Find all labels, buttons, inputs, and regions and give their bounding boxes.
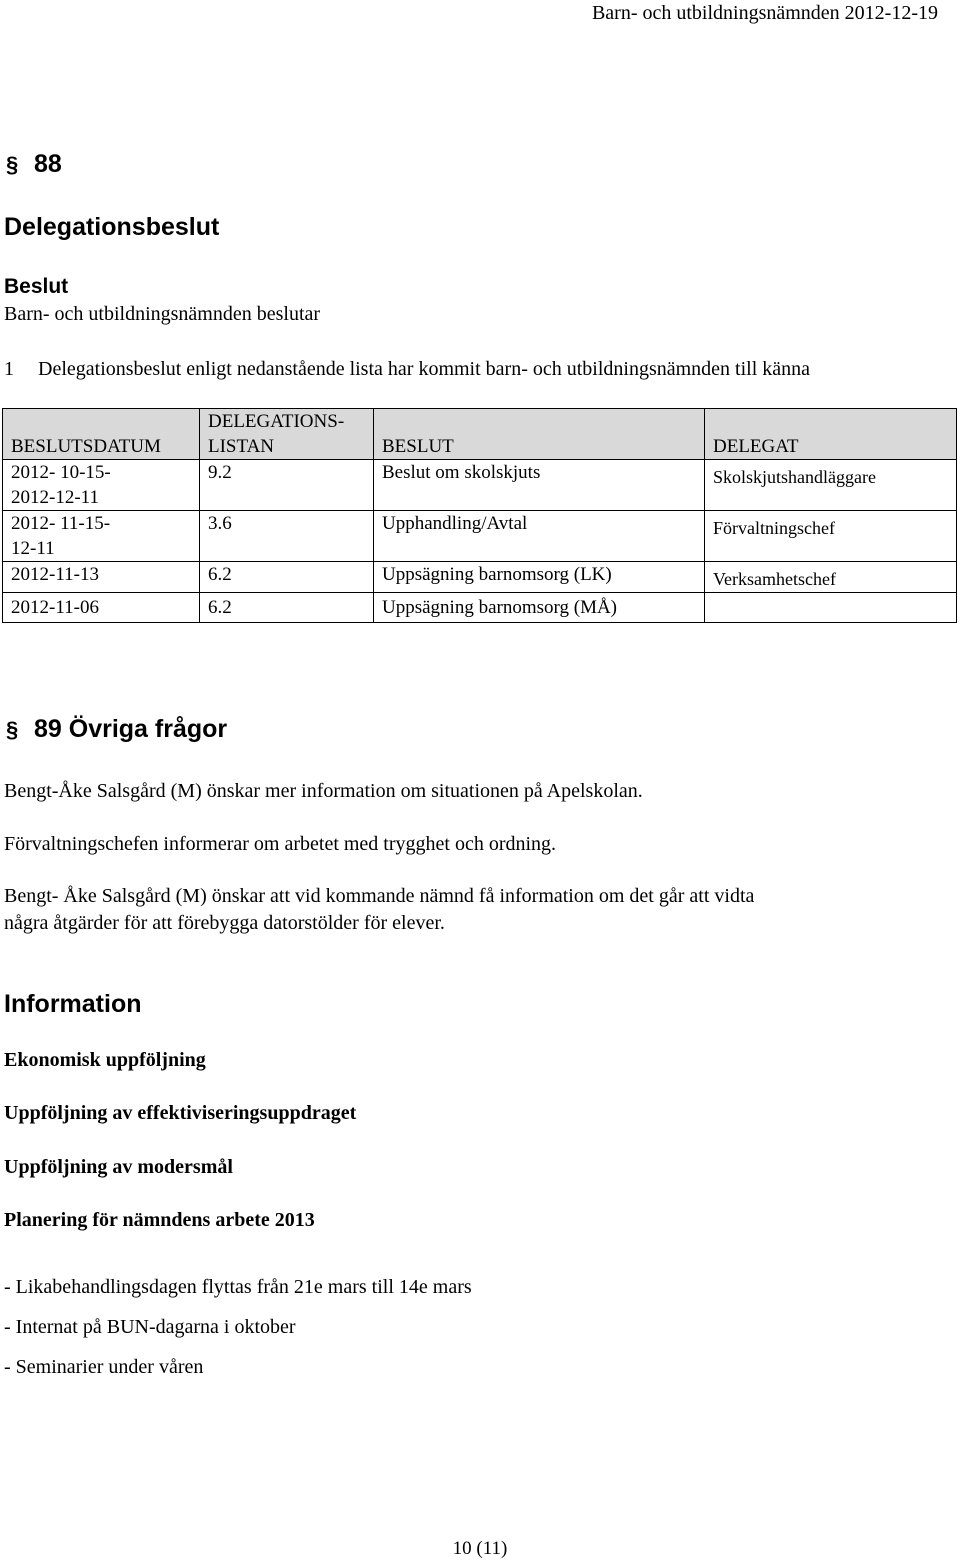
svg-text:§: § xyxy=(6,718,19,740)
section-88-title: Delegationsbeslut xyxy=(4,213,220,241)
cell-beslut: Upphandling/Avtal xyxy=(374,511,705,562)
page-number: 10 (11) xyxy=(452,1538,508,1559)
cell-beslut: Uppsägning barnomsorg (MÅ) xyxy=(374,593,705,623)
section-89-p2: Förvaltningschefen informerar om arbetet med trygghet och ordning. xyxy=(4,833,557,855)
cell-list: 9.2 xyxy=(200,460,374,511)
cell-delegat: Förvaltningschef xyxy=(705,511,957,562)
section-89-title: 89 Övriga frågor xyxy=(34,715,228,743)
list-item: - Likabehandlingsdagen flyttas från 21e mars till 14e mars xyxy=(4,1276,472,1298)
cell-delegat: Skolskjutshandläggare xyxy=(705,460,957,511)
section-88-number: 88 xyxy=(34,150,62,178)
header-delegationslistan: DELEGATIONS- LISTAN xyxy=(200,409,374,460)
section-89-heading xyxy=(4,715,227,744)
section-89-p1: Bengt-Åke Salsgård (M) önskar mer information om situationen på Apelskolan. xyxy=(4,780,643,802)
beslut-intro: Barn- och utbildningsnämnden beslutar xyxy=(4,303,321,325)
section-89-p3-line1: Bengt- Åke Salsgård (M) önskar att vid kommande nämnd få information om det går att vidta xyxy=(4,885,755,907)
table-row xyxy=(3,511,957,562)
svg-text:§: § xyxy=(6,153,19,175)
cell-list: 6.2 xyxy=(200,562,374,593)
beslut-item-text: Delegationsbeslut enligt nedanstående lista har kommit barn- och utbildningsnämnden till känna xyxy=(38,358,811,380)
information-heading: Information xyxy=(4,990,142,1018)
delegation-table xyxy=(2,408,957,623)
header-beslutsdatum: BESLUTSDATUM xyxy=(3,409,200,460)
cell-date: 2012- 10-15- 2012-12-11 xyxy=(3,460,200,511)
list-item: - Internat på BUN-dagarna i oktober xyxy=(4,1316,296,1338)
table-row xyxy=(3,562,957,593)
section-sign-icon xyxy=(4,718,26,740)
cell-date: 2012-11-06 xyxy=(3,593,200,623)
info-item-modersmal: Uppföljning av modersmål xyxy=(4,1156,233,1178)
page-header: Barn- och utbildningsnämnden 2012-12-19 xyxy=(591,2,938,24)
header-delegat: DELEGAT xyxy=(705,409,957,460)
table-row xyxy=(3,460,957,511)
list-item: - Seminarier under våren xyxy=(4,1356,204,1378)
cell-beslut: Beslut om skolskjuts xyxy=(374,460,705,511)
cell-list: 3.6 xyxy=(200,511,374,562)
cell-beslut: Uppsägning barnomsorg (LK) xyxy=(374,562,705,593)
beslut-label: Beslut xyxy=(4,275,69,298)
table-row xyxy=(3,593,957,623)
cell-delegat xyxy=(705,593,957,623)
cell-date: 2012- 11-15- 12-11 xyxy=(3,511,200,562)
cell-delegat: Verksamhetschef xyxy=(705,562,957,593)
section-89-p3-line2: några åtgärder för att förebygga datorstölder för elever. xyxy=(4,912,445,934)
table-header-row xyxy=(3,409,957,460)
info-item-planering: Planering för nämndens arbete 2013 xyxy=(4,1209,315,1231)
info-item-effektivisering: Uppföljning av effektiviseringsuppdraget xyxy=(4,1102,357,1124)
cell-list: 6.2 xyxy=(200,593,374,623)
beslut-item xyxy=(4,358,810,381)
header-beslut: BESLUT xyxy=(374,409,705,460)
section-sign-icon xyxy=(4,153,26,175)
cell-date: 2012-11-13 xyxy=(3,562,200,593)
info-item-ekonomisk: Ekonomisk uppföljning xyxy=(4,1049,206,1071)
section-88-heading xyxy=(4,150,62,179)
beslut-item-number: 1 xyxy=(4,358,14,380)
